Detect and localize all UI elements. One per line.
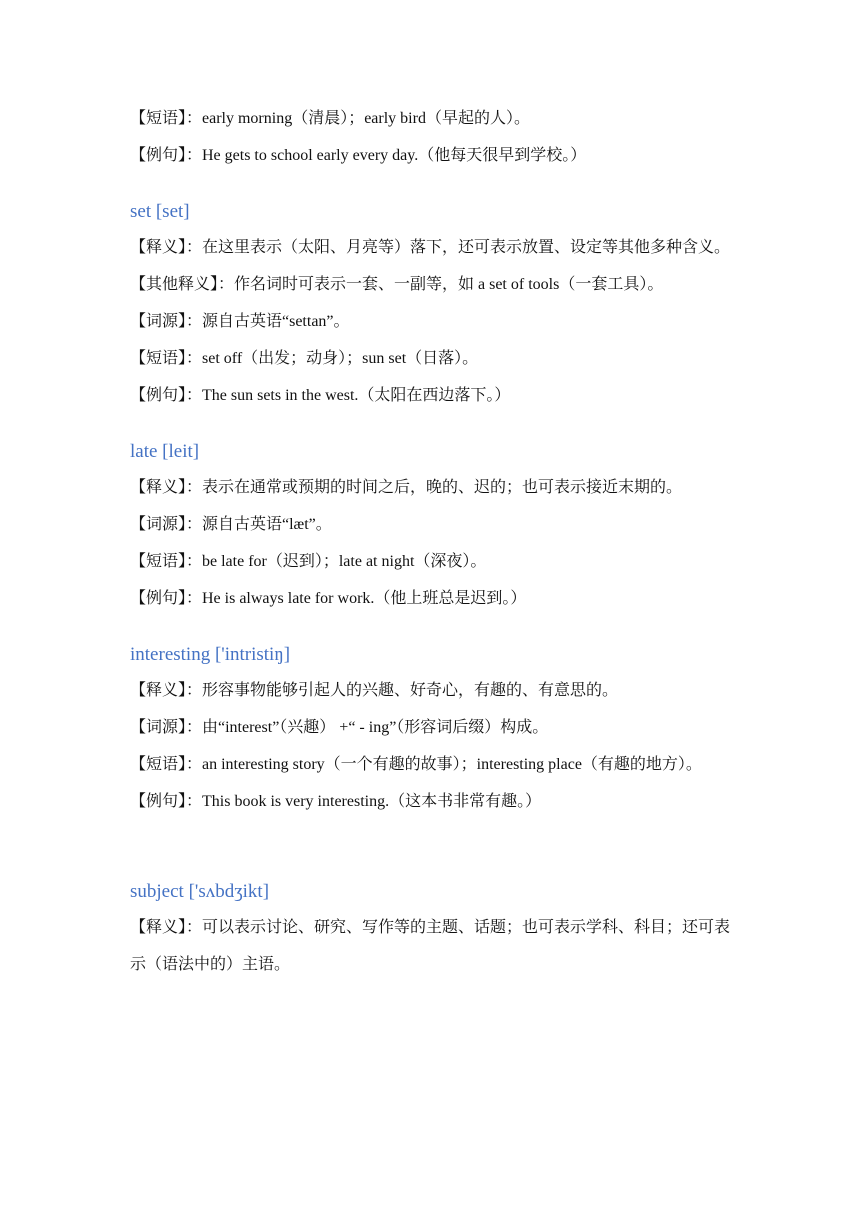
headword: late [leit] <box>130 441 200 462</box>
example-line: 【例句】：This book is very interesting.（这本书非常有趣。） <box>130 793 542 810</box>
etymology-line: 【词源】：源自古英语“settan”。 <box>130 313 350 330</box>
other-definition-line: 【其他释义】：作名词时可表示一套、一副等，如 a set of tools（一套工具）。 <box>130 276 664 293</box>
example-line: 【例句】：The sun sets in the west.（太阳在西边落下。） <box>130 387 511 404</box>
document-page <box>130 100 740 983</box>
entry-subject <box>130 875 740 983</box>
definition-line: 【释义】：形容事物能够引起人的兴趣、好奇心，有趣的、有意思的。 <box>130 682 619 699</box>
etymology-line: 【词源】：源自古英语“læt”。 <box>130 516 332 533</box>
phrase-line: 【短语】：an interesting story（一个有趣的故事）；interesting place（有趣的地方）。 <box>130 756 702 773</box>
entry-set <box>130 195 740 414</box>
phrase-line: 【短语】：set off（出发；动身）；sun set（日落）。 <box>130 350 479 367</box>
example-line: 【例句】：He is always late for work.（他上班总是迟到。） <box>130 590 527 607</box>
headword: set [set] <box>130 201 190 222</box>
headword: interesting ['intristiŋ] <box>130 644 291 665</box>
definition-line: 【释义】：在这里表示（太阳、月亮等）落下，还可表示放置、设定等其他多种含义。 <box>130 239 731 256</box>
headword: subject ['sʌbdʒikt] <box>130 881 270 902</box>
phrase-line: 【短语】：be late for（迟到）；late at night（深夜）。 <box>130 553 487 570</box>
definition-line: 【释义】：表示在通常或预期的时间之后，晚的、迟的；也可表示接近末期的。 <box>130 479 683 496</box>
example-line: 【例句】：He gets to school early every day.（他每天很早到学校。） <box>130 147 587 164</box>
definition-line: 【释义】：可以表示讨论、研究、写作等的主题、话题；也可表示学科、科目；还可表示（语法中的）主语。 <box>130 919 731 973</box>
entry-late <box>130 435 740 617</box>
entry-interesting <box>130 638 740 820</box>
entry-early-continued <box>130 100 740 174</box>
phrase-line: 【短语】：early morning（清晨）；early bird（早起的人）。 <box>130 110 530 127</box>
etymology-line: 【词源】：由“interest”（兴趣） +“ - ing”（形容词后缀）构成。 <box>130 719 549 736</box>
